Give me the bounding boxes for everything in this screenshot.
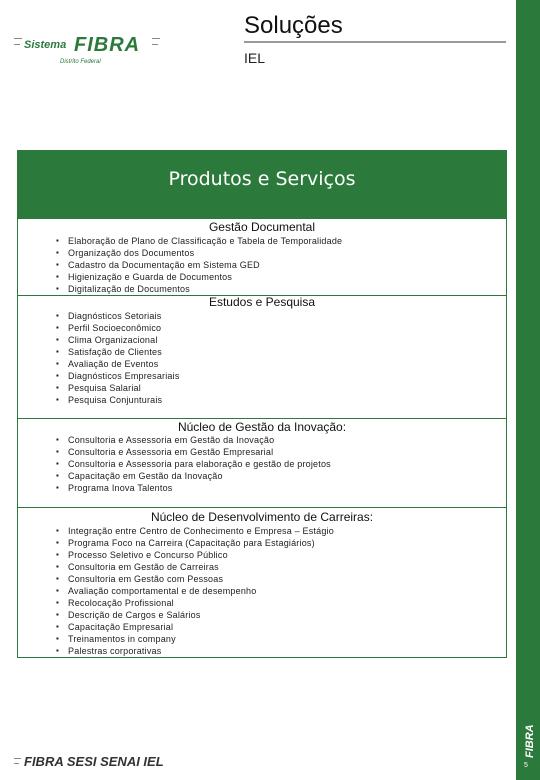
square-bullet-icon: ▪: [56, 550, 60, 559]
logo-rule: [14, 758, 21, 759]
square-bullet-icon: ▪: [56, 634, 60, 643]
logo-rule: [14, 763, 19, 764]
list-item: ▪ Diagnósticos Setoriais: [56, 311, 162, 321]
list-item: ▪ Consultoria e Assessoria em Gestão da Inovação: [56, 435, 275, 445]
section-title: Estudos e Pesquisa: [208, 295, 316, 309]
logo-sistema-text: Sistema: [24, 39, 67, 51]
section-list: [56, 310, 180, 406]
footer-logos-text: FIBRA SESI SENAI IEL: [24, 754, 164, 769]
list-item: ▪ Avaliação comportamental e de desempenho: [56, 586, 257, 596]
square-bullet-icon: ▪: [56, 435, 60, 444]
list-item: ▪ Pesquisa Salarial: [56, 383, 141, 393]
logo-fibra-text: FIBRA: [74, 34, 141, 56]
square-bullet-icon: ▪: [56, 622, 60, 631]
square-bullet-icon: ▪: [56, 347, 60, 356]
section-list: [56, 235, 342, 295]
section-title: Núcleo de Desenvolvimento de Carreiras:: [150, 510, 374, 524]
square-bullet-icon: ▪: [56, 471, 60, 480]
section-divider: [17, 507, 507, 508]
list-item: ▪ Processo Seletivo e Concurso Público: [56, 550, 228, 560]
square-bullet-icon: ▪: [56, 538, 60, 547]
list-item: ▪ Capacitação em Gestão da Inovação: [56, 471, 223, 481]
list-item: ▪ Clima Organizacional: [56, 335, 158, 345]
square-bullet-icon: ▪: [56, 459, 60, 468]
list-item: ▪ Capacitação Empresarial: [56, 622, 174, 632]
square-bullet-icon: ▪: [56, 562, 60, 571]
list-item: ▪ Programa Foco na Carreira (Capacitação para Estagiários): [56, 538, 315, 548]
square-bullet-icon: ▪: [56, 284, 60, 293]
square-bullet-icon: ▪: [56, 483, 60, 492]
list-item: ▪ Descrição de Cargos e Salários: [56, 610, 201, 620]
list-item: ▪ Satisfação de Clientes: [56, 347, 162, 357]
logo-rule: [14, 38, 22, 39]
list-item: ▪ Consultoria em Gestão com Pessoas: [56, 574, 224, 584]
list-item: ▪ Diagnósticos Empresariais: [56, 371, 180, 381]
side-fibra-logo: [520, 712, 538, 760]
list-item: ▪ Elaboração de Plano de Classificação e Tabela de Temporalidade: [56, 236, 343, 246]
square-bullet-icon: ▪: [56, 383, 60, 392]
list-item: ▪ Palestras corporativas: [56, 646, 162, 656]
square-bullet-icon: ▪: [56, 371, 60, 380]
panel-header: [17, 150, 507, 219]
square-bullet-icon: ▪: [56, 260, 60, 269]
page-number: 5: [524, 762, 528, 769]
square-bullet-icon: ▪: [56, 248, 60, 257]
list-item: ▪ Recolocação Profissional: [56, 598, 174, 608]
section-list: [56, 525, 334, 657]
page-subtitle: IEL: [244, 50, 266, 66]
logo-rule: [152, 38, 160, 39]
square-bullet-icon: ▪: [56, 335, 60, 344]
square-bullet-icon: ▪: [56, 646, 60, 655]
title-rule: [244, 41, 506, 43]
square-bullet-icon: ▪: [56, 323, 60, 332]
square-bullet-icon: ▪: [56, 311, 60, 320]
list-item: ▪ Digitalização de Documentos: [56, 284, 190, 294]
sistema-fibra-logo: [14, 34, 162, 70]
list-item: ▪ Treinamentos in company: [56, 634, 176, 644]
square-bullet-icon: ▪: [56, 526, 60, 535]
list-item: ▪ Integração entre Centro de Conhecimento e Empresa – Estágio: [56, 526, 334, 536]
svg-text:FIBRA: FIBRA: [524, 724, 536, 758]
list-item: ▪ Higienização e Guarda de Documentos: [56, 272, 233, 282]
square-bullet-icon: ▪: [56, 598, 60, 607]
list-item: ▪ Cadastro da Documentação em Sistema GED: [56, 260, 260, 270]
panel-title: Produtos e Serviços: [168, 168, 356, 190]
square-bullet-icon: ▪: [56, 236, 60, 245]
footer-logos: [14, 754, 200, 770]
list-item: ▪ Consultoria e Assessoria em Gestão Empresarial: [56, 447, 274, 457]
page-title: Soluções: [244, 12, 343, 39]
logo-subtitle: Distrito Federal: [60, 59, 101, 65]
list-item: ▪ Consultoria em Gestão de Carreiras: [56, 562, 219, 572]
logo-rule: [152, 44, 158, 45]
logo-rule: [14, 44, 20, 45]
square-bullet-icon: ▪: [56, 272, 60, 281]
square-bullet-icon: ▪: [56, 447, 60, 456]
square-bullet-icon: ▪: [56, 610, 60, 619]
list-item: ▪ Consultoria e Assessoria para elaboração e gestão de projetos: [56, 459, 331, 469]
side-brand-bar: [516, 0, 540, 780]
list-item: ▪ Pesquisa Conjunturais: [56, 395, 163, 405]
section-divider: [17, 418, 507, 419]
square-bullet-icon: ▪: [56, 359, 60, 368]
list-item: ▪ Perfil Socioeconômico: [56, 323, 162, 333]
section-title: Núcleo de Gestão da Inovação:: [177, 420, 347, 434]
list-item: ▪ Programa Inova Talentos: [56, 483, 173, 493]
square-bullet-icon: ▪: [56, 395, 60, 404]
list-item: ▪ Avaliação de Eventos: [56, 359, 159, 369]
square-bullet-icon: ▪: [56, 586, 60, 595]
section-title: Gestão Documental: [208, 220, 316, 234]
section-list: [56, 434, 331, 494]
list-item: ▪ Organização dos Documentos: [56, 248, 195, 258]
square-bullet-icon: ▪: [56, 574, 60, 583]
